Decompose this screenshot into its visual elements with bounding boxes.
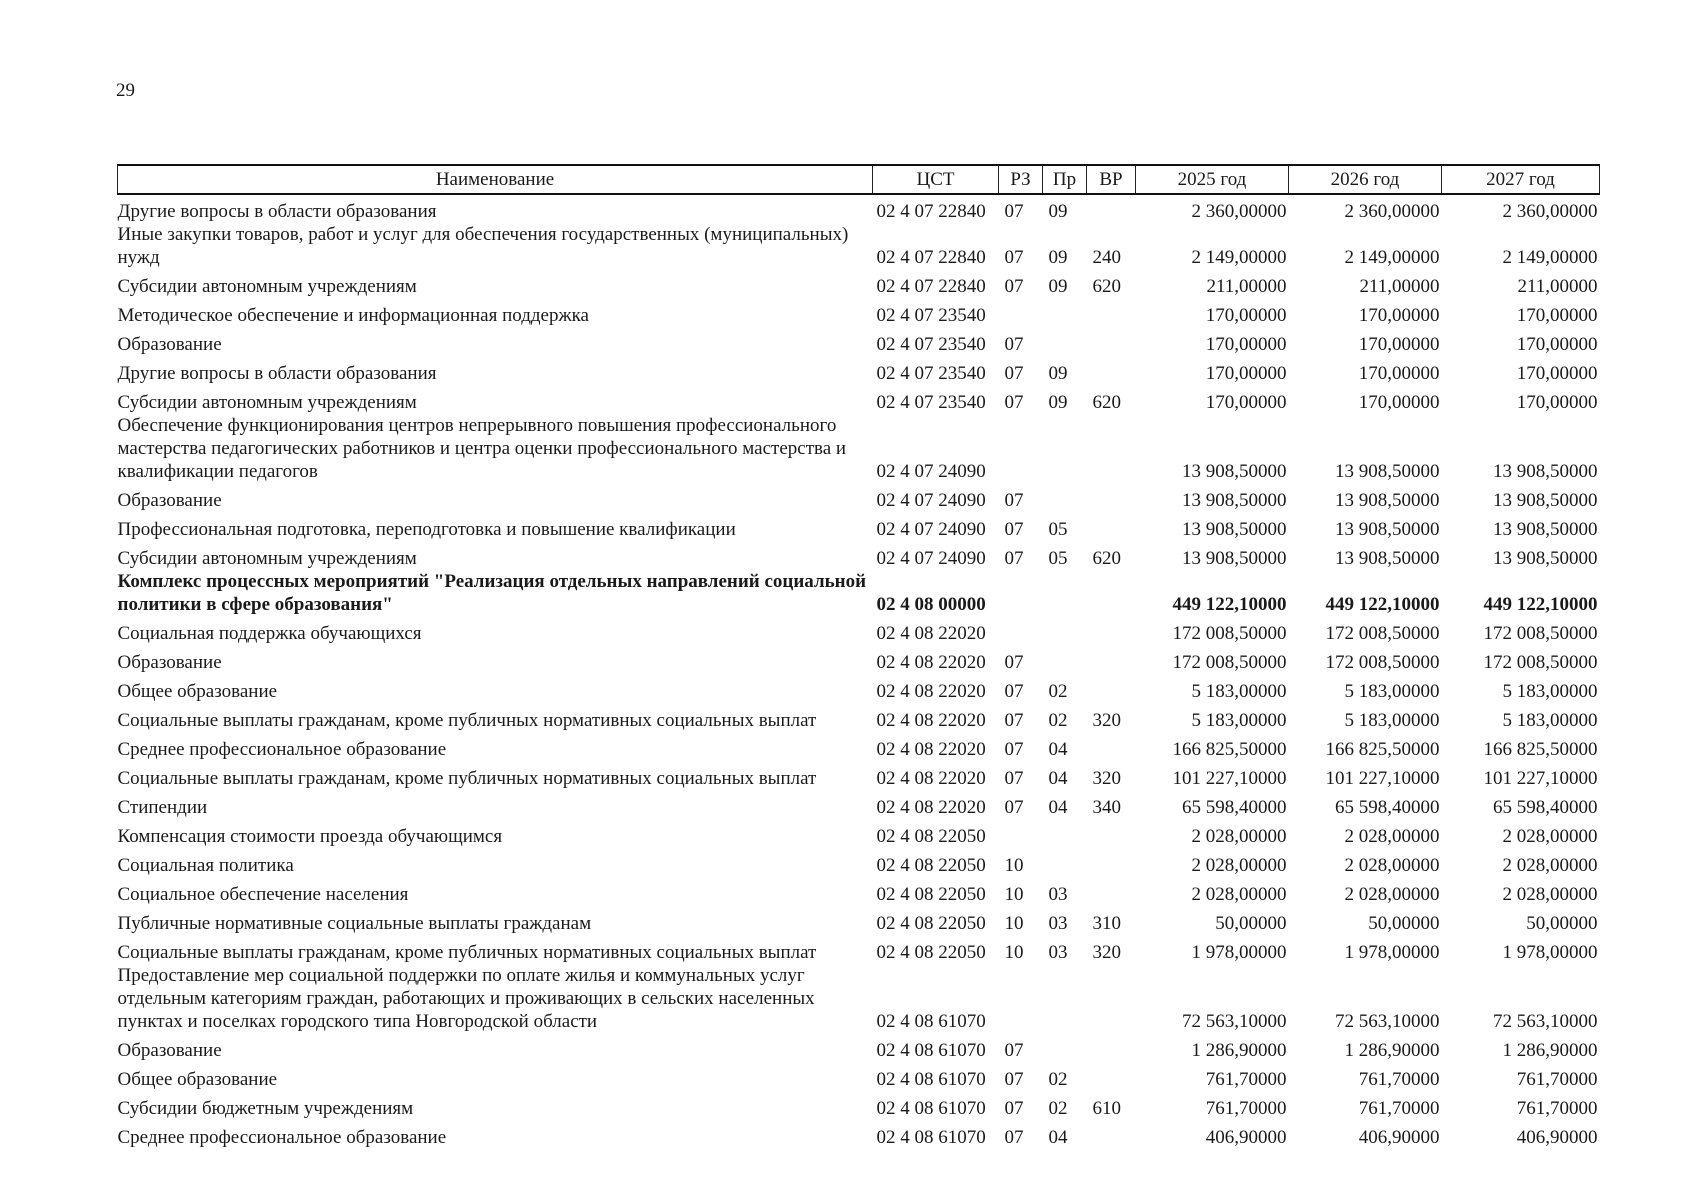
row-pr: 05 xyxy=(1048,519,1068,540)
row-rz: 07 xyxy=(1004,548,1024,569)
row-value-2025: 1 286,90000 xyxy=(1191,1040,1287,1061)
row-value-2026: 170,00000 xyxy=(1358,334,1440,355)
row-vr xyxy=(1087,674,1136,703)
table-row xyxy=(118,541,1600,570)
row-vr xyxy=(1087,570,1136,616)
row-pr xyxy=(1043,483,1087,512)
row-value-2025: 166 825,50000 xyxy=(1172,739,1287,760)
row-vr: 620 xyxy=(1092,392,1121,413)
row-value-2027: 2 028,00000 xyxy=(1502,855,1598,876)
row-rz: 07 xyxy=(1004,797,1024,818)
row-rz: 07 xyxy=(1004,681,1024,702)
row-value-2027: 170,00000 xyxy=(1516,334,1598,355)
row-cst: 02 4 08 00000 xyxy=(876,594,986,615)
row-value-2026: 166 825,50000 xyxy=(1325,739,1440,760)
row-name: Другие вопросы в области образования xyxy=(117,201,437,222)
row-name: Другие вопросы в области образования xyxy=(117,363,437,384)
table-row xyxy=(118,1062,1600,1091)
row-value-2025: 2 028,00000 xyxy=(1191,884,1287,905)
row-name: Обеспечение функционирования центров непрерывного повышения профессионального мастерства педагогических работников и центра оценки профессионального мастерства и квалификации педагогов xyxy=(117,415,847,482)
row-value-2026: 13 908,50000 xyxy=(1335,519,1440,540)
row-vr xyxy=(1087,616,1136,645)
row-name: Социальные выплаты гражданам, кроме публичных нормативных социальных выплат xyxy=(117,768,817,789)
row-value-2026: 101 227,10000 xyxy=(1325,768,1440,789)
row-cst: 02 4 07 24090 xyxy=(876,490,986,511)
row-cst: 02 4 08 61070 xyxy=(876,1011,986,1032)
row-name: Иные закупки товаров, работ и услуг для обеспечения государственных (муниципальных) нужд xyxy=(117,224,849,268)
header-pr: Пр xyxy=(1043,165,1087,194)
row-rz xyxy=(999,819,1043,848)
row-name: Субсидии бюджетным учреждениям xyxy=(117,1098,414,1119)
table-row xyxy=(118,385,1600,414)
row-pr: 09 xyxy=(1048,363,1068,384)
row-name: Среднее профессиональное образование xyxy=(117,1127,447,1148)
row-cst: 02 4 08 22020 xyxy=(876,623,986,644)
row-value-2025: 761,70000 xyxy=(1205,1098,1287,1119)
row-pr: 03 xyxy=(1048,884,1068,905)
row-value-2027: 172 008,50000 xyxy=(1483,652,1598,673)
row-value-2025: 2 028,00000 xyxy=(1191,855,1287,876)
row-value-2026: 2 149,00000 xyxy=(1344,247,1440,268)
row-value-2027: 170,00000 xyxy=(1516,392,1598,413)
row-name: Социальные выплаты гражданам, кроме публичных нормативных социальных выплат xyxy=(117,710,817,731)
table-row xyxy=(118,1120,1600,1149)
row-value-2027: 211,00000 xyxy=(1517,276,1598,297)
row-pr: 04 xyxy=(1048,739,1068,760)
row-cst: 02 4 08 22020 xyxy=(876,710,986,731)
row-value-2026: 50,00000 xyxy=(1368,913,1440,934)
row-pr xyxy=(1043,298,1087,327)
row-cst: 02 4 07 23540 xyxy=(876,334,986,355)
row-value-2025: 13 908,50000 xyxy=(1182,519,1287,540)
header-name: Наименование xyxy=(118,165,873,194)
row-vr xyxy=(1087,877,1136,906)
row-pr: 02 xyxy=(1048,681,1068,702)
row-pr: 05 xyxy=(1048,548,1068,569)
row-name: Субсидии автономным учреждениям xyxy=(117,276,417,297)
row-value-2025: 101 227,10000 xyxy=(1172,768,1287,789)
row-cst: 02 4 08 22050 xyxy=(876,855,986,876)
row-value-2025: 5 183,00000 xyxy=(1191,710,1287,731)
table-row xyxy=(118,819,1600,848)
row-value-2026: 65 598,40000 xyxy=(1335,797,1440,818)
row-vr xyxy=(1087,327,1136,356)
header-cst: ЦСТ xyxy=(873,165,999,194)
row-value-2026: 2 360,00000 xyxy=(1344,201,1440,222)
row-vr: 240 xyxy=(1092,247,1121,268)
budget-table xyxy=(117,164,1600,1149)
row-name: Стипендии xyxy=(117,797,208,818)
row-vr: 620 xyxy=(1092,548,1121,569)
row-rz: 10 xyxy=(1004,855,1024,876)
row-rz: 07 xyxy=(1004,334,1024,355)
row-value-2027: 72 563,10000 xyxy=(1493,1011,1598,1032)
row-value-2026: 170,00000 xyxy=(1358,305,1440,326)
row-cst: 02 4 07 24090 xyxy=(876,461,986,482)
table-row xyxy=(118,414,1600,483)
row-rz xyxy=(999,414,1043,483)
row-value-2026: 2 028,00000 xyxy=(1344,884,1440,905)
table-body xyxy=(118,194,1600,1149)
row-value-2025: 172 008,50000 xyxy=(1172,652,1287,673)
row-value-2026: 2 028,00000 xyxy=(1344,826,1440,847)
row-vr xyxy=(1087,298,1136,327)
row-vr xyxy=(1087,1120,1136,1149)
table-row xyxy=(118,269,1600,298)
row-value-2026: 13 908,50000 xyxy=(1335,548,1440,569)
row-rz: 07 xyxy=(1004,201,1024,222)
row-vr: 310 xyxy=(1092,913,1121,934)
row-pr: 09 xyxy=(1048,201,1068,222)
row-rz: 07 xyxy=(1004,1127,1024,1148)
row-value-2025: 72 563,10000 xyxy=(1182,1011,1287,1032)
row-value-2027: 50,00000 xyxy=(1526,913,1598,934)
row-name: Социальные выплаты гражданам, кроме публичных нормативных социальных выплат xyxy=(117,942,817,963)
row-pr: 03 xyxy=(1048,913,1068,934)
header-rz: РЗ xyxy=(999,165,1043,194)
row-vr xyxy=(1087,1062,1136,1091)
row-name: Общее образование xyxy=(117,1069,278,1090)
row-value-2026: 211,00000 xyxy=(1359,276,1440,297)
row-pr xyxy=(1043,819,1087,848)
row-value-2027: 13 908,50000 xyxy=(1493,548,1598,569)
header-2027: 2027 год xyxy=(1442,165,1600,194)
row-rz xyxy=(999,616,1043,645)
row-vr xyxy=(1087,414,1136,483)
row-cst: 02 4 08 22050 xyxy=(876,913,986,934)
row-value-2027: 65 598,40000 xyxy=(1493,797,1598,818)
row-pr xyxy=(1043,964,1087,1033)
table-row xyxy=(118,570,1600,616)
row-value-2025: 211,00000 xyxy=(1206,276,1287,297)
row-value-2027: 170,00000 xyxy=(1516,305,1598,326)
row-name: Образование xyxy=(117,1040,222,1061)
row-value-2025: 170,00000 xyxy=(1205,334,1287,355)
row-vr: 320 xyxy=(1092,942,1121,963)
table-row xyxy=(118,848,1600,877)
row-cst: 02 4 07 24090 xyxy=(876,519,986,540)
row-value-2027: 13 908,50000 xyxy=(1493,461,1598,482)
row-vr xyxy=(1087,356,1136,385)
row-value-2025: 50,00000 xyxy=(1215,913,1287,934)
row-pr: 02 xyxy=(1048,710,1068,731)
row-vr xyxy=(1087,483,1136,512)
row-rz: 07 xyxy=(1004,710,1024,731)
row-pr xyxy=(1043,1033,1087,1062)
row-value-2025: 761,70000 xyxy=(1205,1069,1287,1090)
table-row xyxy=(118,1033,1600,1062)
row-value-2026: 13 908,50000 xyxy=(1335,461,1440,482)
row-name: Образование xyxy=(117,490,222,511)
row-rz: 07 xyxy=(1004,1069,1024,1090)
row-value-2025: 170,00000 xyxy=(1205,392,1287,413)
row-vr: 320 xyxy=(1092,710,1121,731)
row-rz: 07 xyxy=(1004,739,1024,760)
row-rz: 07 xyxy=(1004,247,1024,268)
row-vr xyxy=(1087,645,1136,674)
header-2026: 2026 год xyxy=(1289,165,1442,194)
row-cst: 02 4 08 22050 xyxy=(876,942,986,963)
row-name: Компенсация стоимости проезда обучающимся xyxy=(117,826,503,847)
row-value-2025: 2 149,00000 xyxy=(1191,247,1287,268)
row-name: Публичные нормативные социальные выплаты гражданам xyxy=(117,913,592,934)
row-vr: 340 xyxy=(1092,797,1121,818)
table-row xyxy=(118,906,1600,935)
row-value-2025: 65 598,40000 xyxy=(1182,797,1287,818)
row-rz: 07 xyxy=(1004,363,1024,384)
table-row xyxy=(118,964,1600,1033)
row-vr: 620 xyxy=(1092,276,1121,297)
row-cst: 02 4 08 22020 xyxy=(876,652,986,673)
row-vr xyxy=(1087,512,1136,541)
row-name: Социальная политика xyxy=(117,855,294,876)
row-rz: 07 xyxy=(1004,519,1024,540)
row-name: Среднее профессиональное образование xyxy=(117,739,447,760)
row-pr: 09 xyxy=(1048,247,1068,268)
row-name: Социальное обеспечение населения xyxy=(117,884,409,905)
row-pr: 02 xyxy=(1048,1098,1068,1119)
row-pr: 09 xyxy=(1048,392,1068,413)
row-vr xyxy=(1087,732,1136,761)
header-2025: 2025 год xyxy=(1136,165,1289,194)
row-value-2026: 170,00000 xyxy=(1358,363,1440,384)
row-name: Субсидии автономным учреждениям xyxy=(117,548,417,569)
row-cst: 02 4 08 61070 xyxy=(876,1098,986,1119)
row-value-2025: 406,90000 xyxy=(1205,1127,1287,1148)
row-vr xyxy=(1087,848,1136,877)
row-name: Предоставление мер социальной поддержки по оплате жилья и коммунальных услуг отдельным категориям граждан, работающих и проживающих в сельских населенных пунктах и поселках городского типа Новгородской области xyxy=(117,965,815,1032)
row-value-2027: 761,70000 xyxy=(1516,1069,1598,1090)
row-pr xyxy=(1043,414,1087,483)
table-row xyxy=(118,790,1600,819)
row-rz: 07 xyxy=(1004,768,1024,789)
row-rz: 10 xyxy=(1004,942,1024,963)
budget-table-container xyxy=(117,164,1599,1149)
row-value-2026: 172 008,50000 xyxy=(1325,652,1440,673)
table-row xyxy=(118,298,1600,327)
table-header xyxy=(118,165,1600,194)
row-value-2027: 13 908,50000 xyxy=(1493,490,1598,511)
row-name: Профессиональная подготовка, переподготовка и повышение квалификации xyxy=(117,519,736,540)
table-row xyxy=(118,645,1600,674)
row-rz: 07 xyxy=(1004,1040,1024,1061)
table-row xyxy=(118,512,1600,541)
table-row xyxy=(118,223,1600,269)
row-vr: 610 xyxy=(1092,1098,1121,1119)
row-cst: 02 4 08 61070 xyxy=(876,1069,986,1090)
row-value-2027: 170,00000 xyxy=(1516,363,1598,384)
row-cst: 02 4 07 22840 xyxy=(876,247,986,268)
row-pr: 04 xyxy=(1048,797,1068,818)
table-row xyxy=(118,703,1600,732)
row-cst: 02 4 07 22840 xyxy=(876,201,986,222)
row-value-2027: 13 908,50000 xyxy=(1493,519,1598,540)
row-value-2027: 761,70000 xyxy=(1516,1098,1598,1119)
row-value-2026: 72 563,10000 xyxy=(1335,1011,1440,1032)
row-pr xyxy=(1043,848,1087,877)
table-row xyxy=(118,674,1600,703)
row-value-2027: 5 183,00000 xyxy=(1502,681,1598,702)
table-row xyxy=(118,761,1600,790)
row-vr: 320 xyxy=(1092,768,1121,789)
row-rz xyxy=(999,298,1043,327)
row-rz xyxy=(999,964,1043,1033)
row-pr: 02 xyxy=(1048,1069,1068,1090)
row-rz: 07 xyxy=(1004,1098,1024,1119)
row-value-2026: 761,70000 xyxy=(1358,1069,1440,1090)
row-value-2026: 1 286,90000 xyxy=(1344,1040,1440,1061)
row-value-2027: 2 028,00000 xyxy=(1502,884,1598,905)
row-value-2027: 172 008,50000 xyxy=(1483,623,1598,644)
row-rz: 07 xyxy=(1004,490,1024,511)
row-value-2025: 449 122,10000 xyxy=(1172,594,1287,615)
row-value-2026: 2 028,00000 xyxy=(1344,855,1440,876)
row-value-2026: 13 908,50000 xyxy=(1335,490,1440,511)
row-pr: 03 xyxy=(1048,942,1068,963)
row-value-2027: 2 149,00000 xyxy=(1502,247,1598,268)
row-name: Субсидии автономным учреждениям xyxy=(117,392,417,413)
row-value-2025: 5 183,00000 xyxy=(1191,681,1287,702)
row-name: Социальная поддержка обучающихся xyxy=(117,623,422,644)
table-row xyxy=(118,327,1600,356)
row-value-2025: 170,00000 xyxy=(1205,305,1287,326)
row-rz: 07 xyxy=(1004,652,1024,673)
header-vr: ВР xyxy=(1087,165,1136,194)
row-name: Образование xyxy=(117,652,222,673)
row-value-2026: 761,70000 xyxy=(1358,1098,1440,1119)
row-cst: 02 4 07 23540 xyxy=(876,392,986,413)
row-value-2027: 101 227,10000 xyxy=(1483,768,1598,789)
row-cst: 02 4 08 22050 xyxy=(876,826,986,847)
row-value-2027: 1 978,00000 xyxy=(1502,942,1598,963)
page-number: 29 xyxy=(116,80,135,101)
row-pr xyxy=(1043,570,1087,616)
row-rz: 10 xyxy=(1004,884,1024,905)
row-value-2026: 5 183,00000 xyxy=(1344,681,1440,702)
row-rz: 07 xyxy=(1004,392,1024,413)
row-pr xyxy=(1043,645,1087,674)
row-value-2025: 13 908,50000 xyxy=(1182,548,1287,569)
row-value-2027: 2 028,00000 xyxy=(1502,826,1598,847)
row-name: Общее образование xyxy=(117,681,278,702)
row-cst: 02 4 08 22050 xyxy=(876,884,986,905)
table-row xyxy=(118,356,1600,385)
row-value-2026: 170,00000 xyxy=(1358,392,1440,413)
row-rz xyxy=(999,570,1043,616)
row-cst: 02 4 07 24090 xyxy=(876,548,986,569)
row-value-2027: 1 286,90000 xyxy=(1502,1040,1598,1061)
table-row xyxy=(118,483,1600,512)
row-vr xyxy=(1087,1033,1136,1062)
table-row xyxy=(118,1091,1600,1120)
row-value-2027: 449 122,10000 xyxy=(1483,594,1598,615)
row-pr xyxy=(1043,327,1087,356)
table-row xyxy=(118,732,1600,761)
row-name: Комплекс процессных мероприятий "Реализация отдельных направлений социальной политики в сфере образования" xyxy=(117,571,867,615)
row-pr: 04 xyxy=(1048,768,1068,789)
row-value-2027: 5 183,00000 xyxy=(1502,710,1598,731)
row-value-2026: 172 008,50000 xyxy=(1325,623,1440,644)
row-cst: 02 4 08 61070 xyxy=(876,1127,986,1148)
row-cst: 02 4 07 23540 xyxy=(876,305,986,326)
row-pr xyxy=(1043,616,1087,645)
row-value-2027: 406,90000 xyxy=(1516,1127,1598,1148)
table-row xyxy=(118,194,1600,223)
row-cst: 02 4 07 22840 xyxy=(876,276,986,297)
row-value-2025: 2 360,00000 xyxy=(1191,201,1287,222)
row-value-2026: 406,90000 xyxy=(1358,1127,1440,1148)
row-value-2025: 13 908,50000 xyxy=(1182,490,1287,511)
row-cst: 02 4 08 22020 xyxy=(876,768,986,789)
row-rz: 10 xyxy=(1004,913,1024,934)
row-value-2026: 5 183,00000 xyxy=(1344,710,1440,731)
row-value-2026: 1 978,00000 xyxy=(1344,942,1440,963)
row-value-2025: 170,00000 xyxy=(1205,363,1287,384)
table-row xyxy=(118,935,1600,964)
row-vr xyxy=(1087,819,1136,848)
row-value-2025: 172 008,50000 xyxy=(1172,623,1287,644)
row-cst: 02 4 07 23540 xyxy=(876,363,986,384)
row-value-2027: 166 825,50000 xyxy=(1483,739,1598,760)
table-row xyxy=(118,616,1600,645)
row-value-2025: 2 028,00000 xyxy=(1191,826,1287,847)
row-cst: 02 4 08 22020 xyxy=(876,739,986,760)
row-pr: 09 xyxy=(1048,276,1068,297)
row-cst: 02 4 08 22020 xyxy=(876,681,986,702)
row-rz: 07 xyxy=(1004,276,1024,297)
row-cst: 02 4 08 22020 xyxy=(876,797,986,818)
row-cst: 02 4 08 61070 xyxy=(876,1040,986,1061)
row-value-2027: 2 360,00000 xyxy=(1502,201,1598,222)
row-value-2025: 1 978,00000 xyxy=(1191,942,1287,963)
row-value-2025: 13 908,50000 xyxy=(1182,461,1287,482)
row-value-2026: 449 122,10000 xyxy=(1325,594,1440,615)
table-row xyxy=(118,877,1600,906)
row-vr xyxy=(1087,194,1136,223)
row-name: Образование xyxy=(117,334,222,355)
row-pr: 04 xyxy=(1048,1127,1068,1148)
row-vr xyxy=(1087,964,1136,1033)
row-name: Методическое обеспечение и информационная поддержка xyxy=(117,305,589,326)
